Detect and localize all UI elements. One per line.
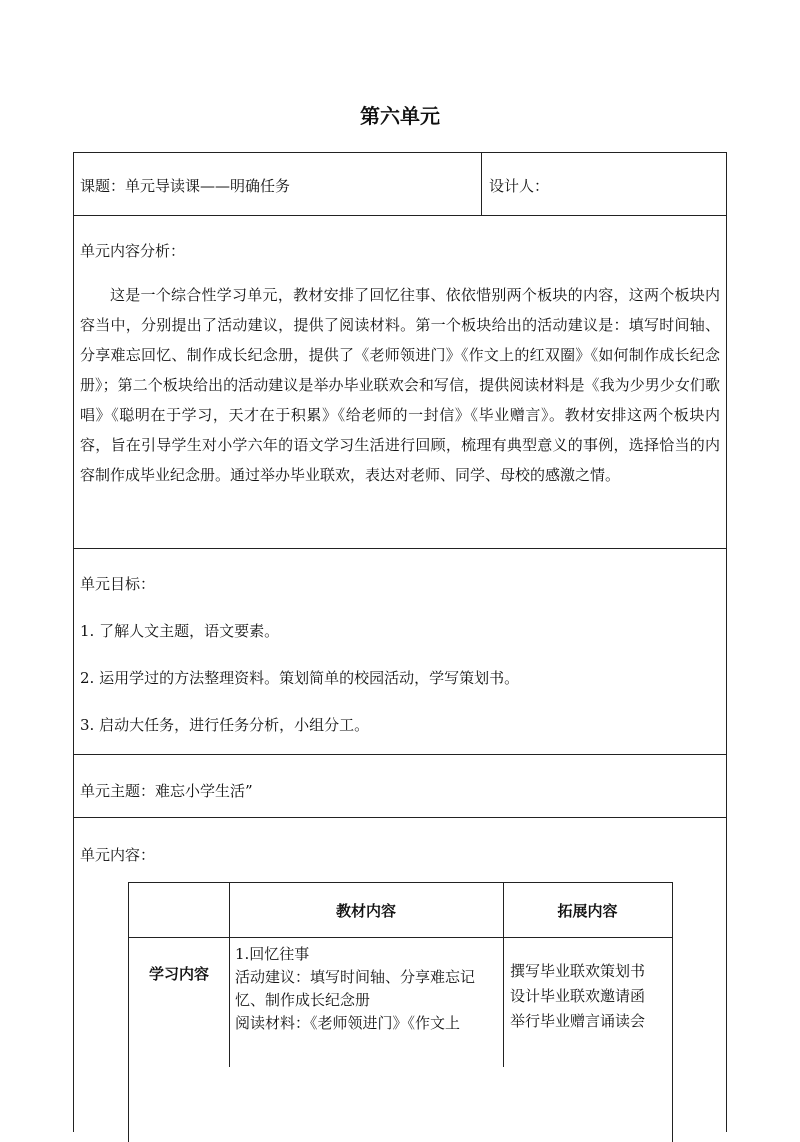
analysis-paragraph: 这是一个综合性学习单元，教材安排了回忆往事、依依惜别两个板块的内容，这两个板块内容当中，分别提出了活动建议，提供了阅读材料。第一个板块给出的活动建议是：填写时间轴、分享难忘回忆、制作成长纪念册，提供了《老师领进门》《作文上的红双圈》《如何制作成长纪念册》；第二个板块给出的活动建议是举办毕业联欢会和写信，提供阅读材料是《我为少男少女们歌唱》《聪明在于学习，天才在于积累》《给老师的一封信》《毕业赠言》。教材安排这两个板块内容，旨在引导学生对小学六年的语文学习生活进行回顾，梳理有典型意义的事例，选择恰当的内容制作成毕业纪念册。通过举办毕业联欢，表达对老师、同学、母校的感激之情。 <box>80 286 720 484</box>
theme-row <box>74 755 726 818</box>
extension-line: 设计毕业联欢邀请函 <box>510 987 646 1005</box>
col-header-extension: 拓展内容 <box>557 902 618 920</box>
inner-col-divider <box>229 937 230 1067</box>
extension-line: 撰写毕业联欢策划书 <box>510 962 646 980</box>
content-row <box>74 818 726 1138</box>
page-title: 第六单元 <box>360 104 440 128</box>
analysis-row <box>74 216 726 549</box>
content-inner-table <box>128 882 673 1142</box>
analysis-label: 单元内容分析： <box>80 242 186 260</box>
textbook-line: 1.回忆往事 <box>235 945 310 963</box>
header-divider <box>481 153 482 215</box>
designer-text: 设计人： <box>489 177 550 195</box>
goal-item: 3. 启动大任务，进行任务分析，小组分工。 <box>80 716 370 734</box>
inner-header-row <box>129 883 672 938</box>
topic-text: 课题：单元导读课——明确任务 <box>80 177 291 195</box>
inner-col-divider <box>503 937 504 1067</box>
textbook-line: 阅读材料：《老师领进门》《作文上 <box>235 1014 461 1032</box>
textbook-line: 忆、制作成长纪念册 <box>235 991 371 1009</box>
goal-item: 2. 运用学过的方法整理资料。策划简单的校园活动，学写策划书。 <box>80 669 520 687</box>
textbook-cell <box>235 943 475 1035</box>
inner-body-row <box>129 937 672 1067</box>
lesson-plan-table <box>73 152 727 1132</box>
col-header-textbook: 教材内容 <box>335 902 396 920</box>
goals-row <box>74 549 726 755</box>
row-label-learning: 学习内容 <box>148 965 209 983</box>
theme-text: 单元主题：难忘小学生活” <box>80 782 253 800</box>
header-row <box>74 153 726 216</box>
content-label: 单元内容： <box>80 846 156 864</box>
goals-label: 单元目标： <box>80 575 156 593</box>
textbook-line: 活动建议：填写时间轴、分享难忘记 <box>235 968 476 986</box>
extension-cell <box>510 959 645 1034</box>
goal-item: 1. 了解人文主题，语文要素。 <box>80 622 280 640</box>
extension-line: 举行毕业赠言诵读会 <box>510 1012 646 1030</box>
